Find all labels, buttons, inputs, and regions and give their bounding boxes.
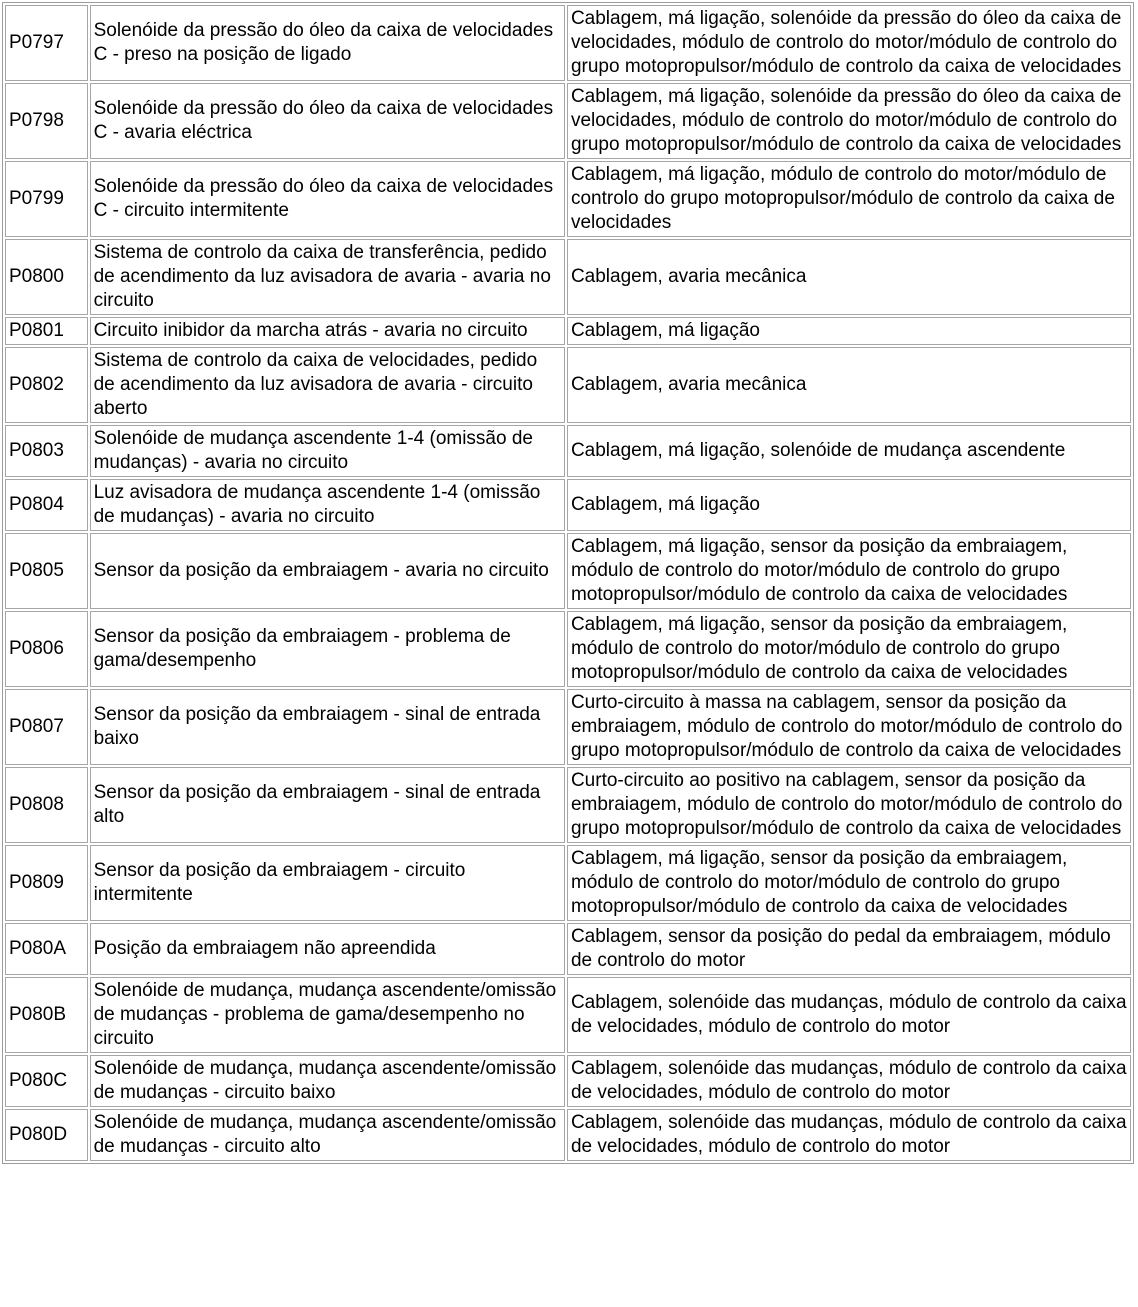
table-row — [5, 923, 1131, 975]
table-row — [5, 689, 1131, 765]
table-row — [5, 977, 1131, 1053]
dtc-description-cell: Solenóide de mudança, mudança ascendente/omissão de mudanças - circuito baixo — [90, 1055, 565, 1107]
dtc-description-cell: Circuito inibidor da marcha atrás - avaria no circuito — [90, 317, 565, 345]
dtc-code-cell: P080C — [5, 1055, 88, 1107]
dtc-causes-cell: Cablagem, solenóide das mudanças, módulo de controlo da caixa de velocidades, módulo de controlo do motor — [567, 977, 1131, 1053]
dtc-description-cell: Sensor da posição da embraiagem - circuito intermitente — [90, 845, 565, 921]
dtc-causes-cell: Cablagem, má ligação — [567, 479, 1131, 531]
dtc-code-cell: P0803 — [5, 425, 88, 477]
table-row — [5, 425, 1131, 477]
table-row — [5, 1055, 1131, 1107]
dtc-code-cell: P0798 — [5, 83, 88, 159]
table-row — [5, 317, 1131, 345]
table-row — [5, 479, 1131, 531]
dtc-description-cell: Sistema de controlo da caixa de transferência, pedido de acendimento da luz avisadora de avaria - avaria no circuito — [90, 239, 565, 315]
dtc-code-cell: P080B — [5, 977, 88, 1053]
dtc-causes-cell: Curto-circuito ao positivo na cablagem, sensor da posição da embraiagem, módulo de controlo do motor/módulo de controlo do grupo motopropulsor/módulo de controlo da caixa de velocidades — [567, 767, 1131, 843]
dtc-code-cell: P080D — [5, 1109, 88, 1161]
dtc-description-cell: Sensor da posição da embraiagem - problema de gama/desempenho — [90, 611, 565, 687]
dtc-causes-cell: Cablagem, má ligação — [567, 317, 1131, 345]
dtc-causes-cell: Cablagem, avaria mecânica — [567, 239, 1131, 315]
table-row — [5, 161, 1131, 237]
dtc-description-cell: Solenóide de mudança, mudança ascendente/omissão de mudanças - problema de gama/desempenho no circuito — [90, 977, 565, 1053]
dtc-causes-cell: Cablagem, avaria mecânica — [567, 347, 1131, 423]
table-row — [5, 611, 1131, 687]
dtc-description-cell: Sensor da posição da embraiagem - avaria no circuito — [90, 533, 565, 609]
dtc-code-cell: P0806 — [5, 611, 88, 687]
dtc-causes-cell: Cablagem, sensor da posição do pedal da embraiagem, módulo de controlo do motor — [567, 923, 1131, 975]
dtc-description-cell: Luz avisadora de mudança ascendente 1-4 (omissão de mudanças) - avaria no circuito — [90, 479, 565, 531]
dtc-description-cell: Solenóide da pressão do óleo da caixa de velocidades C - circuito intermitente — [90, 161, 565, 237]
dtc-code-cell: P0801 — [5, 317, 88, 345]
dtc-causes-cell: Cablagem, má ligação, solenóide de mudança ascendente — [567, 425, 1131, 477]
dtc-description-cell: Posição da embraiagem não apreendida — [90, 923, 565, 975]
dtc-code-cell: P0802 — [5, 347, 88, 423]
dtc-causes-cell: Cablagem, má ligação, solenóide da pressão do óleo da caixa de velocidades, módulo de controlo do motor/módulo de controlo do grupo motopropulsor/módulo de controlo da caixa de velocidades — [567, 83, 1131, 159]
dtc-causes-cell: Cablagem, má ligação, solenóide da pressão do óleo da caixa de velocidades, módulo de controlo do motor/módulo de controlo do grupo motopropulsor/módulo de controlo da caixa de velocidades — [567, 5, 1131, 81]
dtc-causes-cell: Cablagem, má ligação, sensor da posição da embraiagem, módulo de controlo do motor/módulo de controlo do grupo motopropulsor/módulo de controlo da caixa de velocidades — [567, 845, 1131, 921]
dtc-code-cell: P080A — [5, 923, 88, 975]
dtc-causes-cell: Cablagem, má ligação, sensor da posição da embraiagem, módulo de controlo do motor/módulo de controlo do grupo motopropulsor/módulo de controlo da caixa de velocidades — [567, 611, 1131, 687]
dtc-description-cell: Sensor da posição da embraiagem - sinal de entrada baixo — [90, 689, 565, 765]
dtc-code-cell: P0799 — [5, 161, 88, 237]
dtc-causes-cell: Cablagem, má ligação, sensor da posição da embraiagem, módulo de controlo do motor/módulo de controlo do grupo motopropulsor/módulo de controlo da caixa de velocidades — [567, 533, 1131, 609]
dtc-description-cell: Solenóide de mudança, mudança ascendente/omissão de mudanças - circuito alto — [90, 1109, 565, 1161]
dtc-causes-cell: Cablagem, solenóide das mudanças, módulo de controlo da caixa de velocidades, módulo de controlo do motor — [567, 1055, 1131, 1107]
dtc-table — [2, 2, 1134, 1164]
table-row — [5, 5, 1131, 81]
table-row — [5, 1109, 1131, 1161]
table-row — [5, 83, 1131, 159]
dtc-code-cell: P0800 — [5, 239, 88, 315]
dtc-code-cell: P0804 — [5, 479, 88, 531]
dtc-code-cell: P0797 — [5, 5, 88, 81]
dtc-description-cell: Solenóide da pressão do óleo da caixa de velocidades C - preso na posição de ligado — [90, 5, 565, 81]
dtc-code-cell: P0807 — [5, 689, 88, 765]
dtc-causes-cell: Cablagem, solenóide das mudanças, módulo de controlo da caixa de velocidades, módulo de controlo do motor — [567, 1109, 1131, 1161]
dtc-code-cell: P0808 — [5, 767, 88, 843]
table-row — [5, 347, 1131, 423]
dtc-description-cell: Solenóide da pressão do óleo da caixa de velocidades C - avaria eléctrica — [90, 83, 565, 159]
dtc-description-cell: Sistema de controlo da caixa de velocidades, pedido de acendimento da luz avisadora de avaria - circuito aberto — [90, 347, 565, 423]
dtc-code-cell: P0809 — [5, 845, 88, 921]
table-row — [5, 533, 1131, 609]
dtc-description-cell: Sensor da posição da embraiagem - sinal de entrada alto — [90, 767, 565, 843]
dtc-causes-cell: Cablagem, má ligação, módulo de controlo do motor/módulo de controlo do grupo motopropulsor/módulo de controlo da caixa de velocidades — [567, 161, 1131, 237]
dtc-description-cell: Solenóide de mudança ascendente 1-4 (omissão de mudanças) - avaria no circuito — [90, 425, 565, 477]
dtc-code-cell: P0805 — [5, 533, 88, 609]
dtc-table-body — [5, 5, 1131, 1161]
dtc-causes-cell: Curto-circuito à massa na cablagem, sensor da posição da embraiagem, módulo de controlo do motor/módulo de controlo do grupo motopropulsor/módulo de controlo da caixa de velocidades — [567, 689, 1131, 765]
table-row — [5, 239, 1131, 315]
table-row — [5, 767, 1131, 843]
table-row — [5, 845, 1131, 921]
